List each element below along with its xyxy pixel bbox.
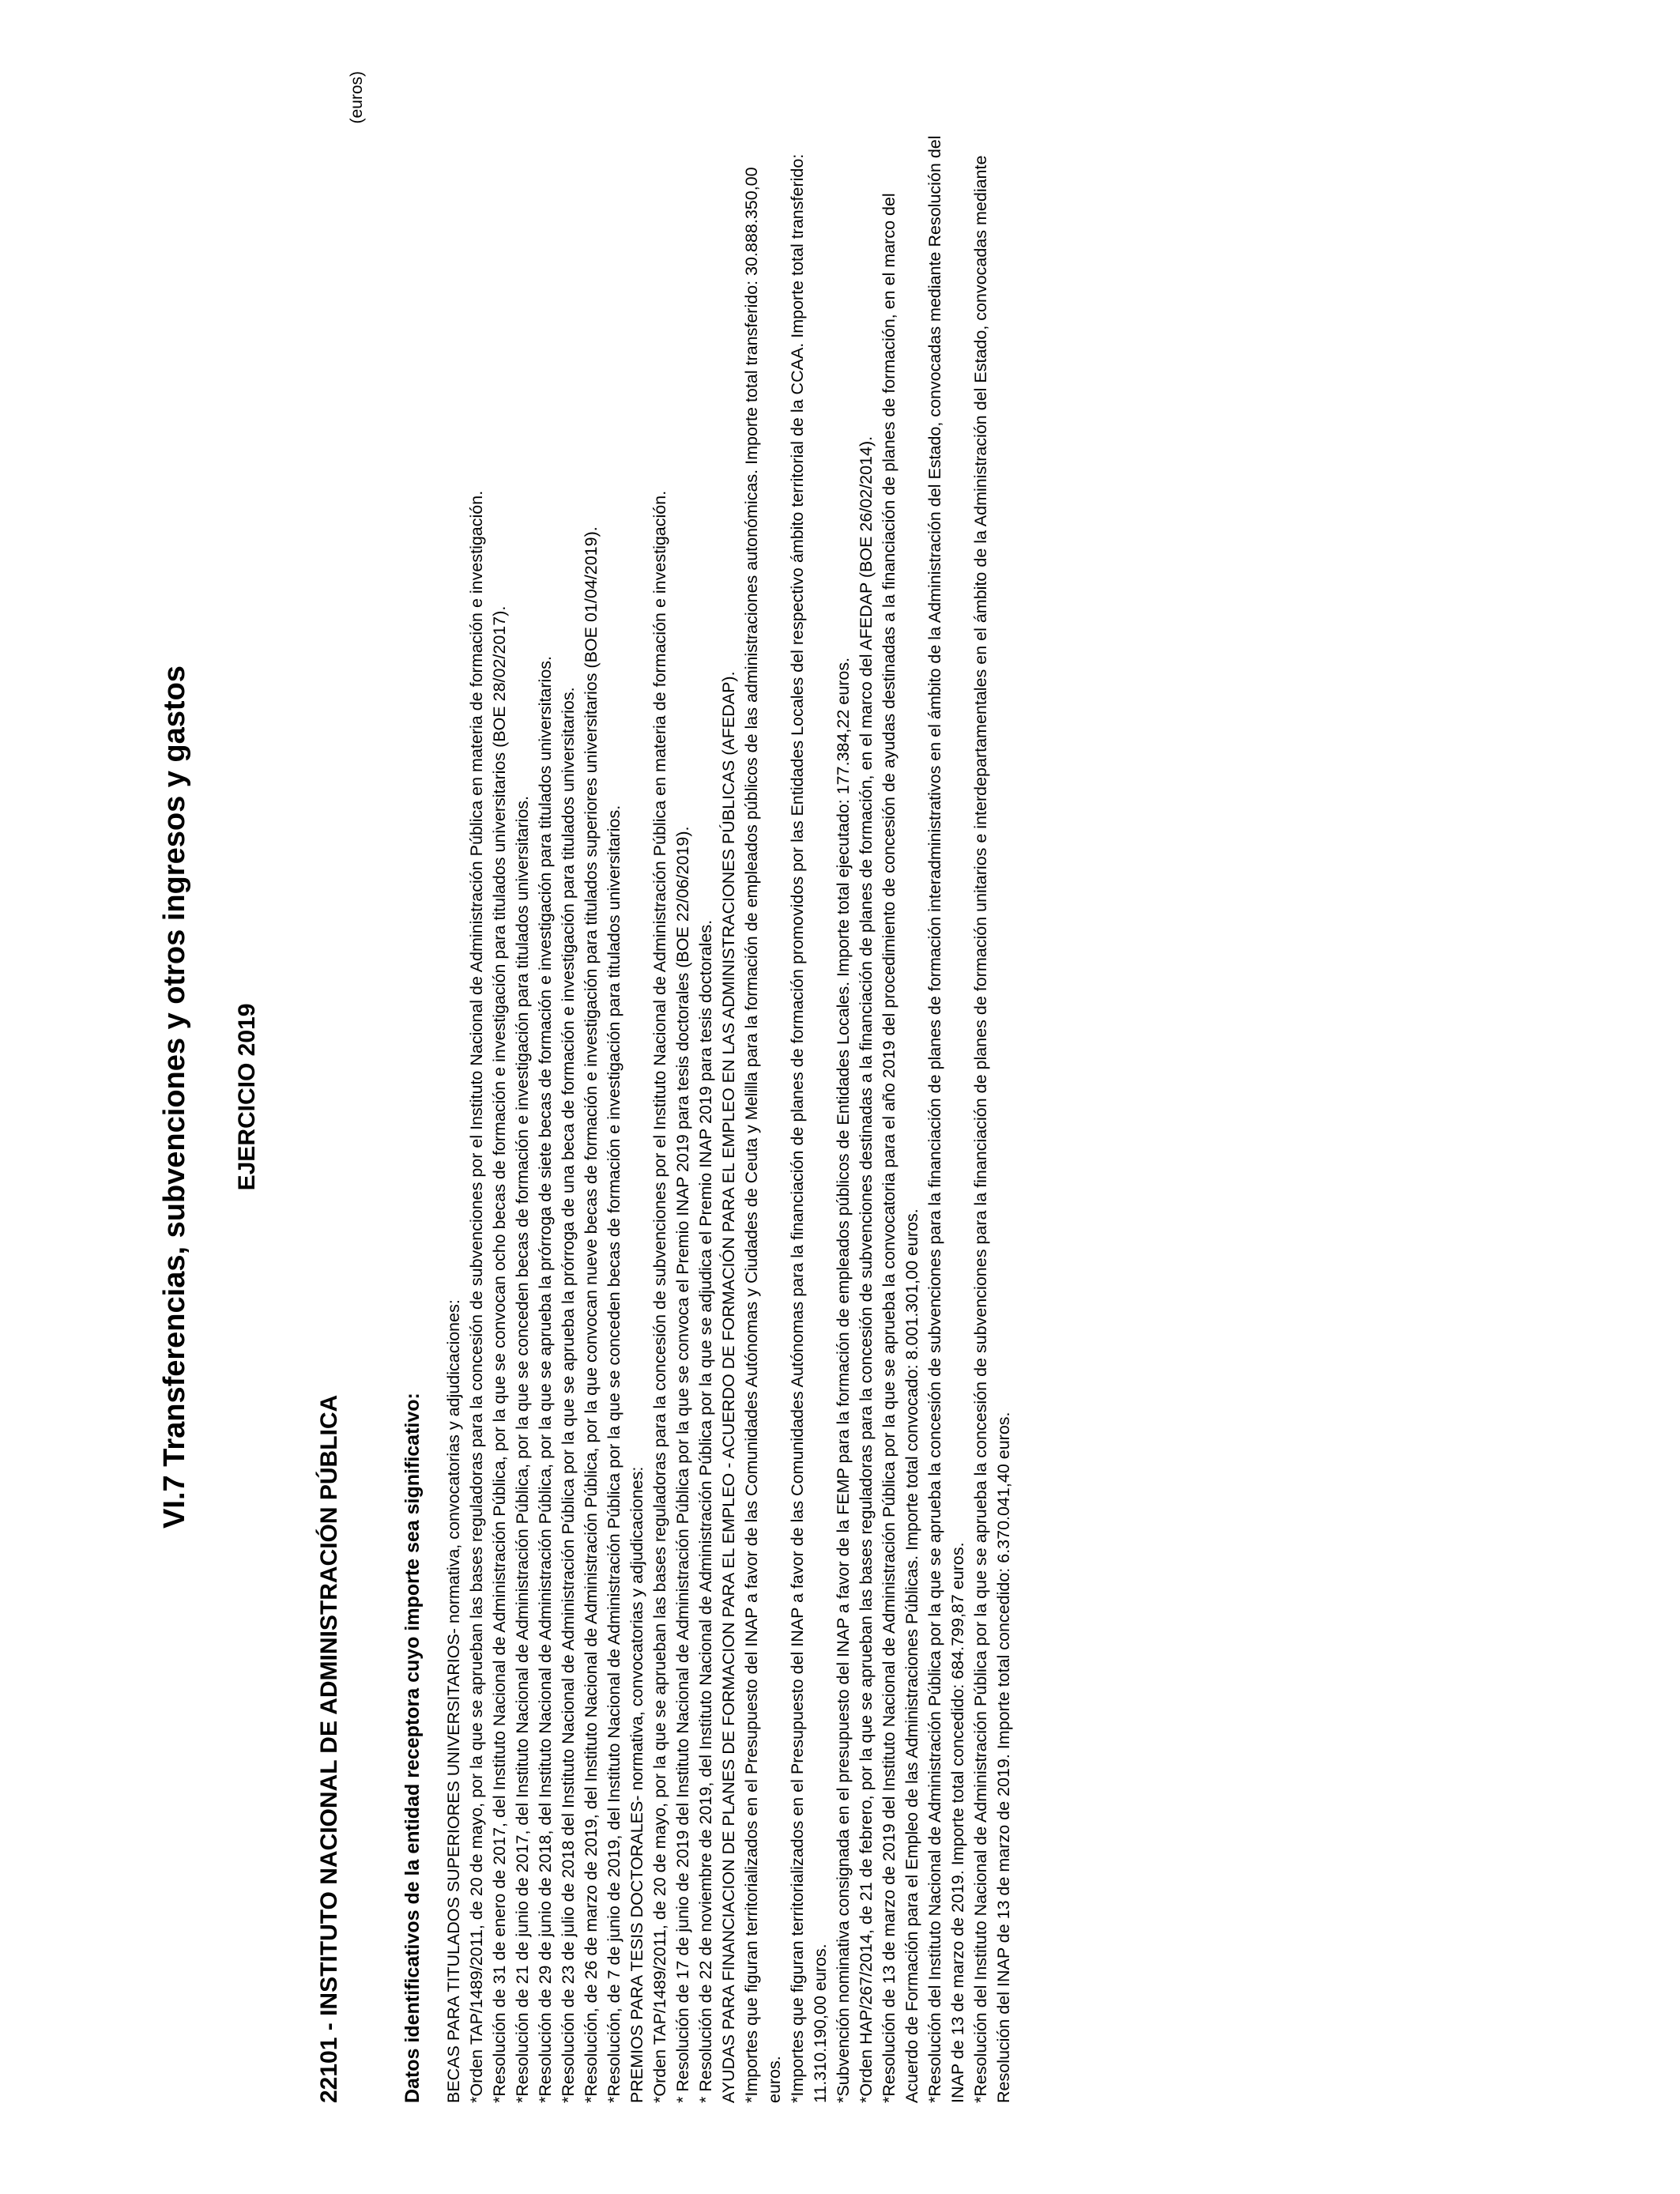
body-paragraph: *Subvención nominativa consignada en el presupuesto del INAP a favor de la FEMP para la formación de empleados públicos de Entidades Locales. Importe total ejecutado: 177.384,22 euros. [834, 657, 853, 2103]
body-paragraph: *Orden TAP/1489/2011, de 20 de mayo, por la que se aprueban las bases reguladoras para la concesión de subvenciones por el Instituto Nacional de Administración Pública en materia de formación e investigación. [467, 490, 486, 2103]
body-paragraph: BECAS PARA TITULADOS SUPERIORES UNIVERSITARIOS- normativa, convocatorias y adjudicaciones: [444, 1299, 463, 2103]
currency-note: (euros) [348, 71, 366, 124]
body-paragraph: *Importes que figuran territorializados en el Presupuesto del INAP a favor de las Comunidades Autónomas para la financiación de planes de formación promovidos por las Entidades Locales del respectivo ámbito territorial de la CCAA. Importe total transferido: 11.310.190,00 euros. [788, 153, 830, 2103]
body-paragraph: * Resolución de 17 de junio de 2019 del Instituto Nacional de Administración Pública por la que se convoca el Premio INAP 2019 para tesis doctorales (BOE 22/06/2019). [673, 826, 692, 2103]
fiscal-year-title: EJERCICIO 2019 [234, 1003, 260, 1191]
body-paragraph: *Resolución, de 26 de marzo de 2019, del Instituto Nacional de Administración Pública, por la que convocan nueve becas de formación e investigación para titulados superiores universitarios (BOE 01/04/2019). [582, 526, 601, 2103]
entity-heading: 22101 - INSTITUTO NACIONAL DE ADMINISTRACIÓN PÚBLICA [316, 1394, 342, 2103]
body-paragraph: * Resolución de 22 de noviembre de 2019, del Instituto Nacional de Administración Pública por la que se adjudica el Premio INAP 2019 para tesis doctorales. [696, 919, 715, 2103]
body-paragraph: *Resolución del Instituto Nacional de Administración Pública por la que se aprueba la concesión de subvenciones para la financiación de planes de formación unitarios e interdepartamentales en el ámbito de la Administración del Estado, convocadas mediante Resolución del INAP de 13 de marzo de 2019. Importe total concedido: 6.370.041,40 euros. [971, 155, 1013, 2103]
body-paragraph: *Resolución de 23 de julio de 2018 del Instituto Nacional de Administración Pública por la que se aprueba la prórroga de una beca de formación e investigación para titulados universitarios. [559, 687, 578, 2103]
body-paragraph: *Resolución de 29 de junio de 2018, del Instituto Nacional de Administración Pública, por la que se aprueba la prórroga de siete becas de formación e investigación para titulados universitarios. [536, 655, 555, 2103]
body-paragraph: PREMIOS PARA TESIS DOCTORALES- normativa, convocatorias y adjudicaciones: [627, 1466, 646, 2103]
body-paragraph: AYUDAS PARA FINANCIACION DE PLANES DE FORMACION PARA EL EMPLEO - ACUERDO DE FORMACIÓN PARA EL EMPLEO EN LAS ADMINISTRACIONES PÚBLICAS (AFEDAP). [719, 671, 738, 2103]
body-text [443, 127, 1015, 2103]
data-heading: Datos identificativos de la entidad receptora cuyo importe sea significativo: [401, 1393, 424, 2103]
body-paragraph: *Resolución, de 7 de junio de 2019, del Instituto Nacional de Administración Pública por la que se conceden becas de formación e investigación para titulados universitarios. [605, 805, 623, 2103]
body-paragraph: *Resolución de 13 de marzo de 2019 del Instituto Nacional de Administración Pública por la que se aprueba la convocatoria para el año 2019 del procedimiento de concesión de ayudas destinadas a la financiación de planes de formación, en el marco del Acuerdo de Formación para el Empleo de las Administraciones Públicas. Importe total convocado: 8.001.301,00 euros. [880, 193, 921, 2103]
body-paragraph: *Importes que figuran territorializados en el Presupuesto del INAP a favor de las Comunidades Autónomas y Ciudades de Ceuta y Melilla para la formación de empleados públicos de las administraciones autonómicas. Importe total transferido: 30.888.350,00 euros. [742, 167, 784, 2103]
body-paragraph: *Resolución de 31 de enero de 2017, del Instituto Nacional de Administración Pública, por la que se convocan ocho becas de formación e investigación para titulados universitarios (BOE 28/02/2017). [490, 605, 509, 2103]
body-paragraph: *Orden TAP/1489/2011, de 20 de mayo, por la que se aprueban las bases reguladoras para la concesión de subvenciones por el Instituto Nacional de Administración Pública en materia de formación e investigación. [650, 490, 669, 2103]
body-paragraph: *Orden HAP/267/2014, de 21 de febrero, por la que se aprueban las bases reguladoras para la concesión de subvenciones destinadas a la financiación de planes de formación, en el marco del AFEDAP (BOE 26/02/2014). [857, 435, 876, 2103]
page-title: VI.7 Transferencias, subvenciones y otros ingresos y gastos [158, 665, 191, 1529]
body-paragraph: *Resolución de 21 de junio de 2017, del Instituto Nacional de Administración Pública, por la que se conceden becas de formación e investigación para titulados universitarios. [513, 795, 532, 2103]
body-paragraph: *Resolución del Instituto Nacional de Administración Pública por la que se aprueba la concesión de subvenciones para la financiación de planes de formación interadministrativos en el ámbito de la Administración del Estado, convocadas mediante Resolución del INAP de 13 de marzo de 2019. Importe total concedido: 684.799,87 euros. [925, 135, 967, 2103]
